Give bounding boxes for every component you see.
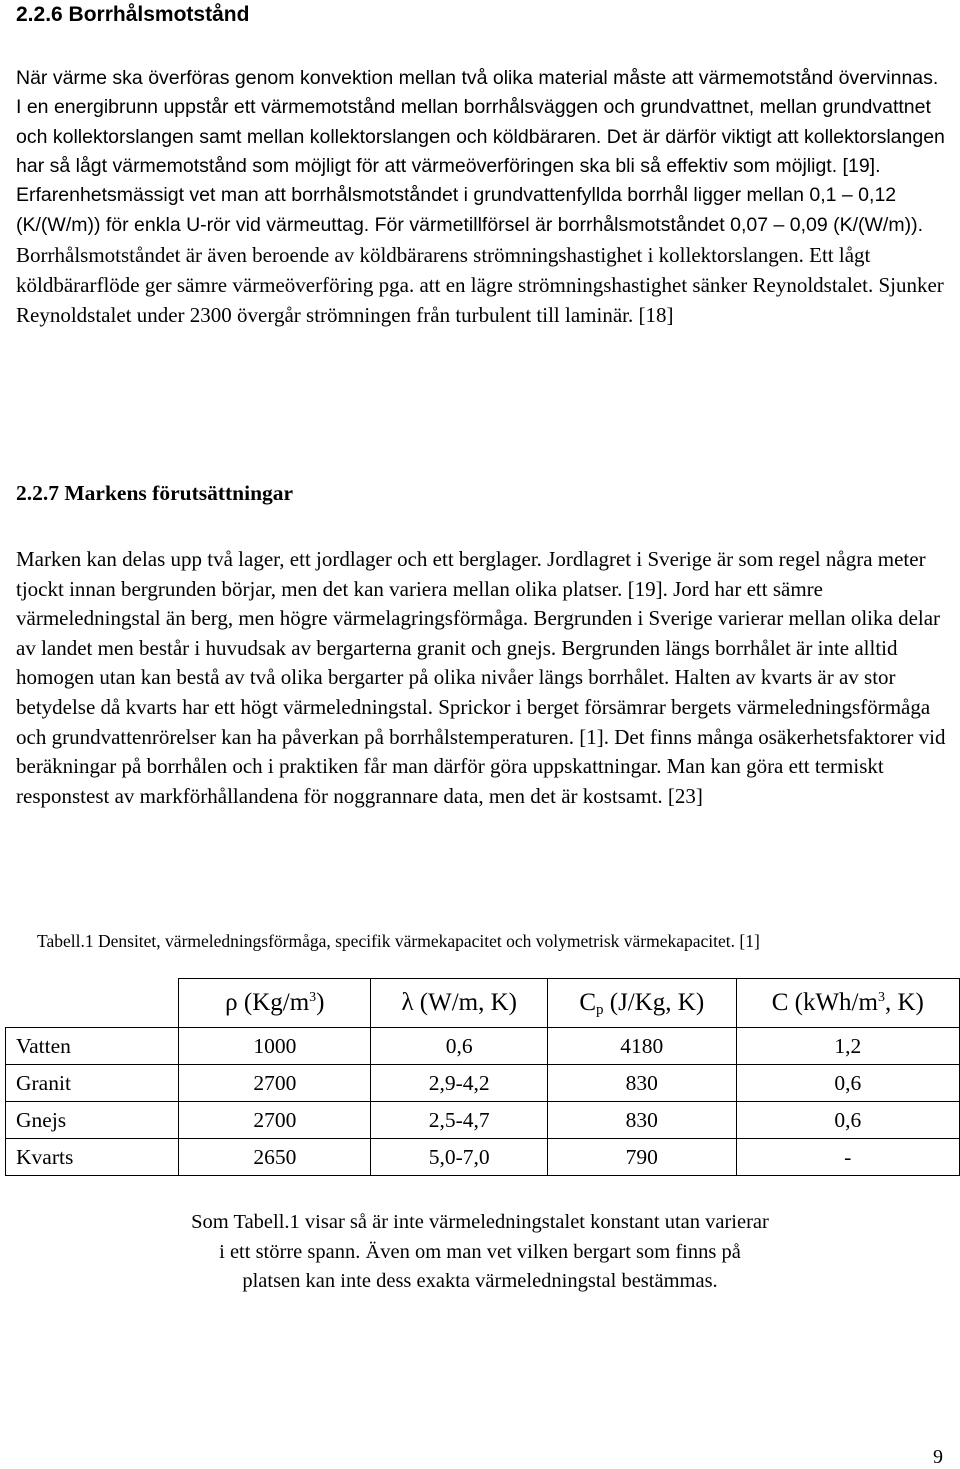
header-specific-heat: $C_p$ (J/Kg, K) [548,979,737,1028]
table-row [6,1102,960,1139]
volumetric-heat-cell: 0,6 [736,1102,959,1139]
conductivity-cell: 0,6 [371,1028,548,1065]
body-run-serif: Borrhålsmotståndet är även beroende av köldbärarens strömningshastighet i kollektorslangen. Ett lågt köldbärarflöde ger sämre värmeöverföring pga. att en lägre strömningshastighet sänker Reynoldstalet. Sjunker Reynoldstalet under 2300 övergår strömningen från turbulent till laminär. [18] [16,242,944,328]
table-row [6,1028,960,1065]
specific-heat-cell: 830 [548,1065,737,1102]
table-note [0,1208,960,1297]
specific-heat-cell: 4180 [548,1028,737,1065]
section-heading-borrhalsmotstand: 2.2.6 Borrhålsmotstånd [16,3,250,26]
table-note-line: Som Tabell.1 visar så är inte värmeledningstalet konstant utan varierar [191,1211,769,1233]
table-note-line: platsen kan inte dess exakta värmeledningstal bestämmas. [242,1270,718,1292]
section-body-markens-forutsattningar: Marken kan delas upp två lager, ett jordlager och ett berglager. Jordlagret i Sverige är som regel några meter tjockt innan bergrunden börjar, men det kan variera mellan olika platser. [19]. Jord har ett sämre värmeledningstal än berg, men högre värmelagringsförmåga. Bergrunden i Sverige varierar mellan olika delar av landet men består i huvudsak av bergarterna granit och gnejs. Bergrunden längs borrhålet är inte alltid homogen utan kan bestå av två olika bergarter på olika nivåer längs borrhålet. Halten av kvarts är av stor betydelse då kvarts har ett högt värmeledningstal. Sprickor i berget försämrar bergets värmeledningsförmåga och grundvattenrörelser kan ha påverkan på borrhålstemperaturen. [1]. Det finns många osäkerhetsfaktorer vid beräkningar på borrhålen och i praktiken får man därför göra uppskattningar. Man kan göra ett termiskt responstest av markförhållandena för noggrannare data, men det är kostsamt. [23] [16,547,946,808]
section-heading-markens-forutsattningar: 2.2.7 Markens förutsättningar [16,481,294,505]
conductivity-cell: 5,0-7,0 [371,1139,548,1176]
material-name-cell: Kvarts [6,1139,179,1176]
header-volumetric-heat: C ($kWh/m^3$, K) [736,979,959,1028]
density-cell: 1000 [179,1028,371,1065]
header-density: ρ $(Kg/m^3)$ [179,979,371,1028]
page-number: 9 [933,1446,943,1468]
material-name-cell: Gnejs [6,1102,179,1139]
table-header-row [6,979,960,1028]
material-name-cell: Vatten [6,1028,179,1065]
conductivity-cell: 2,5-4,7 [371,1102,548,1139]
header-conductivity: λ (W/m, K) [371,979,548,1028]
density-cell: 2650 [179,1139,371,1176]
header-blank-cell [6,979,179,1028]
material-properties-table [5,978,960,1176]
volumetric-heat-cell: - [736,1139,959,1176]
conductivity-cell: 2,9-4,2 [371,1065,548,1102]
density-cell: 2700 [179,1065,371,1102]
volumetric-heat-cell: 1,2 [736,1028,959,1065]
specific-heat-cell: 790 [548,1139,737,1176]
body-run-sans: När värme ska överföras genom konvektion mellan två olika material måste att värmemotstånd övervinnas. I en energibrunn uppstår ett värmemotstånd mellan borrhålsväggen och grundvattnet, mellan grundvattnet och kollektorslangen samt mellan kollektorslangen och köldbäraren. Det är därför viktigt att kollektorslangen har så lågt värmemotstånd som möjligt för att värmeöverföringen ska bli så effektiv som möjligt. [19]. Erfarenhetsmässigt vet man att borrhålsmotståndet i grundvattenfyllda borrhål ligger mellan 0,1 – 0,12 (K/(W/m)) för enkla U-rör vid värmeuttag. För värmetillförsel är borrhålsmotståndet 0,07 – 0,09 (K/(W/m)). [16,67,945,237]
table-caption: Tabell.1 Densitet, värmeledningsförmåga, specifik värmekapacitet och volymetrisk värmekapacitet. [1] [37,931,760,951]
density-cell: 2700 [179,1102,371,1139]
specific-heat-cell: 830 [548,1102,737,1139]
section-body-borrhalsmotstand [16,64,946,332]
material-name-cell: Granit [6,1065,179,1102]
volumetric-heat-cell: 0,6 [736,1065,959,1102]
table-note-line: i ett större spann. Även om man vet vilken bergart som finns på [219,1240,741,1263]
table-row [6,1065,960,1102]
table-row [6,1139,960,1176]
